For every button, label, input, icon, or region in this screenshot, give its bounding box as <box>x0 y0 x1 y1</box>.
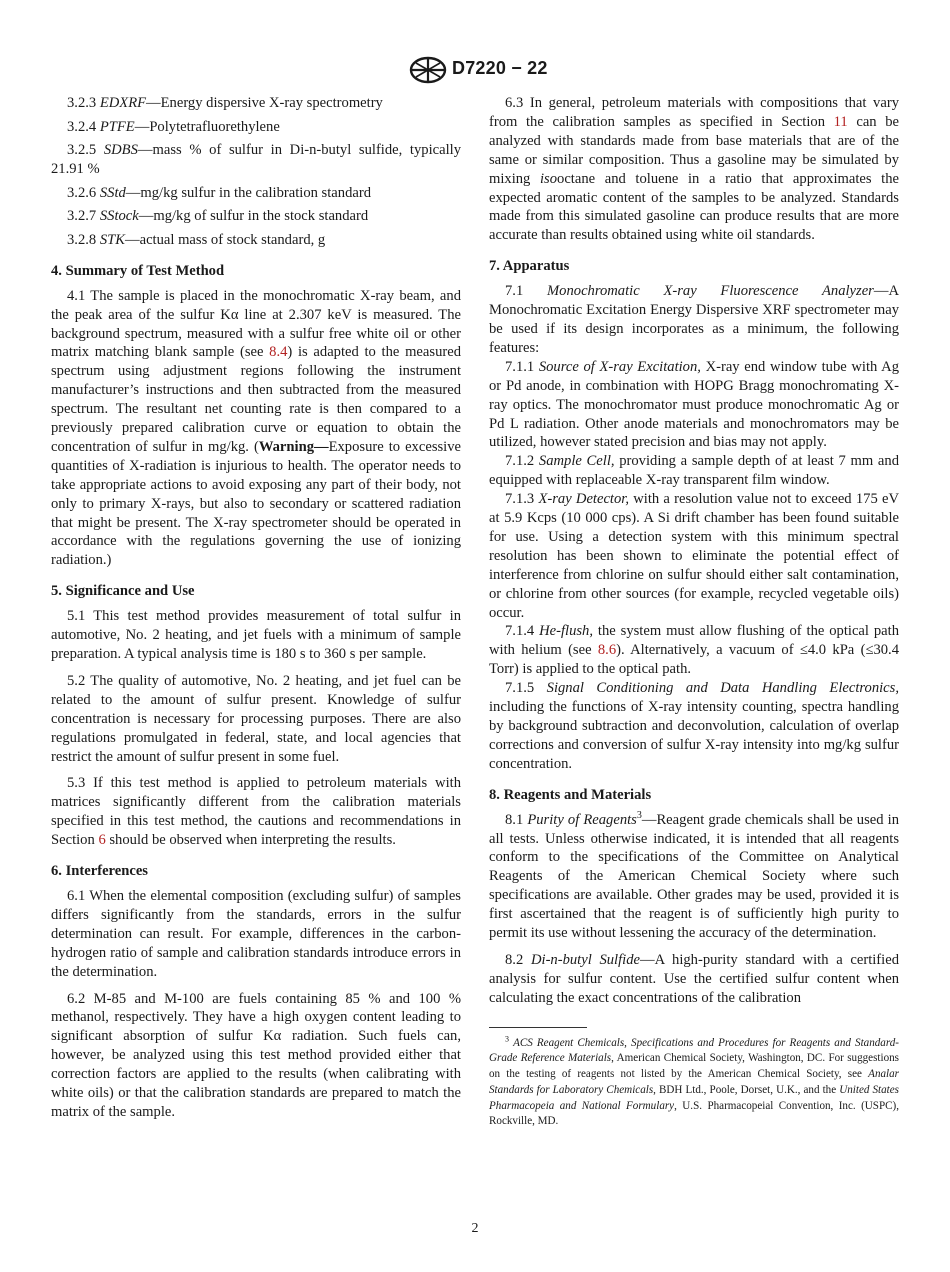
paragraph-6-2: 6.2 M-85 and M-100 are fuels containing 85 % and 100 % methanol, respectively. They have a high oxygen content leading to significant absorption of sulfur Kα radiation. Such fuels can, however, be analyzed using this test method provided either that correction factors are applied to the results (when calibrating with white oils) or that the calibration standards are prepared to match the matrix of the sample. <box>51 990 461 1120</box>
link-section-11[interactable]: 11 <box>833 113 848 130</box>
section-4-heading: 4. Summary of Test Method <box>51 262 225 279</box>
paragraph-5-1: 5.1 This test method provides measurement of total sulfur in automotive, No. 2 heating, and jet fuels with a minimum of sample preparation. A typical analysis time is 180 s to 360 s per sample. <box>51 608 461 662</box>
footnote-ref-3[interactable]: 3 <box>636 809 642 821</box>
definition-3-2-3: 3.2.3 EDXRF—Energy dispersive X-ray spectrometry <box>67 95 383 111</box>
left-column <box>51 94 461 1122</box>
astm-logo-icon <box>408 56 448 84</box>
link-section-8-4[interactable]: 8.4 <box>269 344 288 361</box>
definition-3-2-5: 3.2.5 SDBS—mass % of sulfur in Di-n-butyl sulfide, typically 21.91 % <box>51 142 461 178</box>
footnote-3: $^3$ ACS Reagent Chemicals, Specifications and Procedures for Reagents and Standard-Grade Reference Materials, American Chemical Society, Washington, DC. For suggestions on the testing of reagents not listed by the American Chemical Society, see Analar Standards for Laboratory Chemicals, BDH Ltd., Poole, Dorset, U.K., and the United States Pharmacopeia and National Formulary, U.S. Pharmacopeial Convention, Inc. (USPC), Rockville, MD. <box>489 1034 900 1128</box>
section-6-heading: 6. Interferences <box>51 863 148 880</box>
paragraph-5-3: 5.3 If this test method is applied to petroleum materials with matrices significantly different from the calibration materials specified in this test method, the cautions and recommendations in Section 6 should be observed when interpreting the results. <box>51 775 461 849</box>
link-section-6[interactable]: 6 <box>98 832 106 849</box>
paragraph-6-1: 6.1 When the elemental composition (excluding sulfur) of samples differs significantly from the standards, errors in the sulfur determination can result. For example, differences in the carbon-hydrogen ratio of sample and calibration standards introduce errors in the determination. <box>51 887 461 980</box>
right-column <box>489 94 899 1130</box>
definition-3-2-6: 3.2.6 SStd—mg/kg sulfur in the calibration standard <box>67 184 371 201</box>
definition-3-2-8: 3.2.8 STK—actual mass of stock standard, g <box>67 231 326 248</box>
paragraph-7-1-4: 7.1.4 He-flush, the system must allow flushing of the optical path with helium (see 8.6). Alternatively, a vacuum of ≤4.0 kPa (≤30.4 Torr) is applied to the optical path. <box>489 623 899 678</box>
paragraph-8-2: 8.2 Di-n-butyl Sulfide—A high-purity standard with a certified analysis for sulfur content. Use the certified sulfur content when calculating the exact concentrations of the calibration <box>489 951 899 1006</box>
section-7-heading: 7. Apparatus <box>489 258 570 275</box>
link-section-8-6[interactable]: 8.6 <box>597 642 617 659</box>
paragraph-7-1-3: 7.1.3 X-ray Detector, with a resolution value not to exceed 175 eV at 5.9 Kcps (10 000 cps). A Si drift chamber has been found suitable for use. Using a detection system with this minimum spectral resolution has been shown to eliminate the potential effect of interference from chlorine on sulfur should either salt contamination, or chlorine from other sources (for example, recycled vegetable oils) occur. <box>489 491 899 621</box>
definition-3-2-7: 3.2.7 SStock—mg/kg of sulfur in the stock standard <box>67 208 369 225</box>
page-header <box>0 56 950 86</box>
footnote-divider <box>489 1027 587 1028</box>
paragraph-7-1-5: 7.1.5 Signal Conditioning and Data Handling Electronics, including the functions of X-ray intensity counting, spectra handling by background subtraction and deconvolution, calculation of overlap corrections and conversion of sulfur X-ray intensity into mg/kg sulfur concentration. <box>489 680 899 772</box>
paragraph-7-1-1: 7.1.1 Source of X-ray Excitation, X-ray end window tube with Ag or Pd anode, in combination with HOPG Bragg monochromating X-ray optics. The monochromator must produce monochromatic Ag or Pd L radiation. Other anode materials and monochromators may be utilized, however stated precision and bias may not apply. <box>489 358 899 451</box>
document-designation: D7220 − 22 <box>452 58 548 78</box>
section-5-heading: 5. Significance and Use <box>51 583 195 600</box>
paragraph-7-1: 7.1 Monochromatic X-ray Fluorescence Analyzer—A Monochromatic Excitation Energy Dispersive XRF spectrometer may be used if its design incorporates as a minimum, the following features: <box>489 283 900 356</box>
paragraph-5-2: 5.2 The quality of automotive, No. 2 heating, and jet fuel can be related to the amount of sulfur present. Knowledge of sulfur concentration is necessary for processing purposes. There are also regulations promulgated in federal, state, and local agencies that restrict the amount of sulfur present in some fuel. <box>51 672 461 765</box>
paragraph-6-3: 6.3 In general, petroleum materials with compositions that vary from the calibration samples as specified in Section 11 can be analyzed with standards made from base materials that are of the same or similar composition. Thus a gasoline may be simulated by mixing isooctane and toluene in a ratio that approximates the expected aromatic content of the samples to be analyzed. Standards made from this simulated gasoline can produce results that are more accurate than results obtained using white oil standards. <box>489 95 900 244</box>
definition-3-2-4: 3.2.4 PTFE—Polytetrafluorethylene <box>67 118 280 135</box>
section-8-heading: 8. Reagents and Materials <box>489 786 652 803</box>
paragraph-8-1: 8.1 Purity of Reagents$^3$—Reagent grade chemicals shall be used in all tests. Unless otherwise indicated, it is intended that all reagents conform to the specifications of the Committee on Analytical Reagents of the American Chemical Society where such specifications are available. Other grades may be used, provided it is first ascertained that the reagent is of sufficiently high purity to permit its use without lessening the accuracy of the determination. <box>489 809 899 942</box>
page-number: 2 <box>471 1221 479 1236</box>
paragraph-7-1-2: 7.1.2 Sample Cell, providing a sample depth of at least 7 mm and equipped with replaceable X-ray transparent film window. <box>489 453 899 489</box>
paragraph-4-1: 4.1 The sample is placed in the monochromatic X-ray beam, and the peak area of the sulfur Kα line at 2.307 keV is measured. The background spectrum, measured with a sulfur free white oil or other matrix matching blank sample (see 8.4) is adapted to the measured spectrum using adjustment regions following the instrument manufacturer’s instructions and then subtracted from the measured spectrum. The resultant net counting rate is then compared to a previously prepared calibration curve or equation to obtain the concentration of sulfur in mg/kg. (Warning—Exposure to excessive quantities of X-radiation is injurious to health. The operator needs to take appropriate actions to avoid exposing any part of their body, not only to primary X-rays, but also to secondary or scattered radiation that might be present. The X-ray spectrometer should be operated in accordance with the regulations governing the use of ionizing radiation.) <box>51 287 462 569</box>
